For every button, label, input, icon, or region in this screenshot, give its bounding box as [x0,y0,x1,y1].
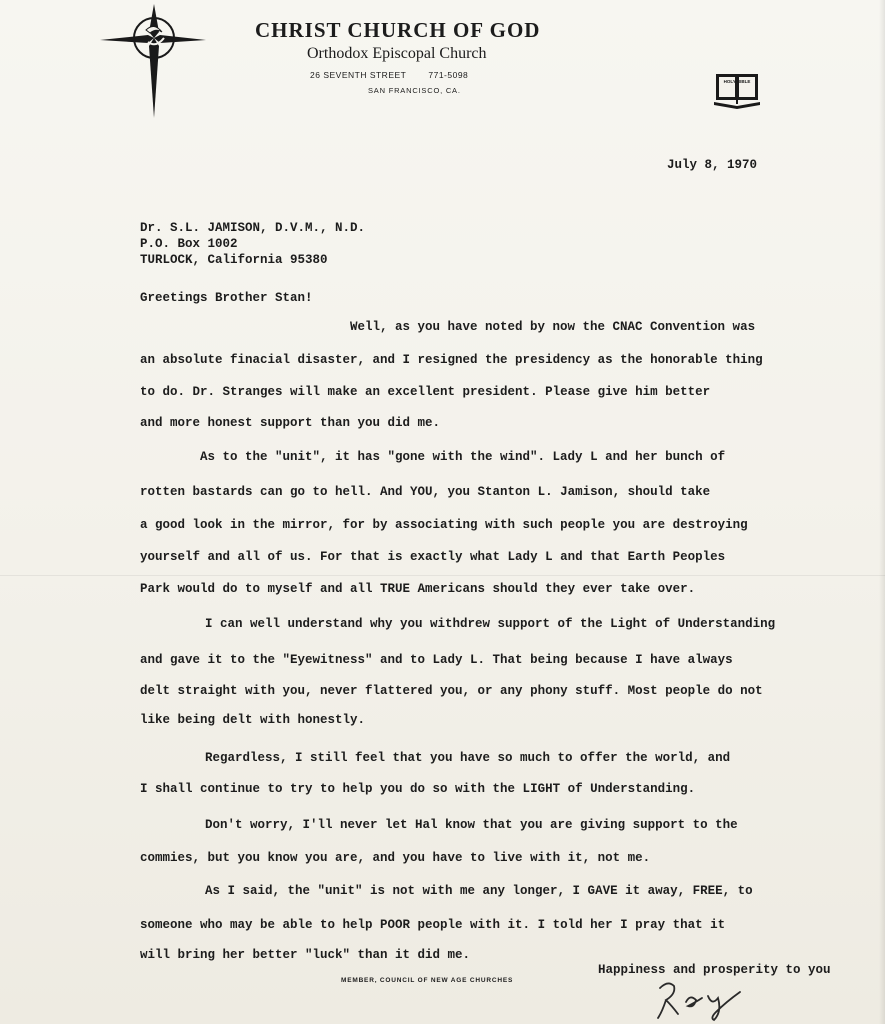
paper-fold [0,575,885,576]
recipient-city: TURLOCK, California 95380 [140,253,328,267]
church-city: SAN FRANCISCO, CA. [368,86,461,95]
body-line: rotten bastards can go to hell. And YOU, you Stanton L. Jamison, should take [140,485,711,499]
body-line: to do. Dr. Stranges will make an excellent president. Please give him better [140,385,711,399]
body-line: and more honest support than you did me. [140,416,441,430]
paper-edge [879,0,885,1024]
body-line: will bring her better "luck" than it did me. [140,948,471,962]
greeting: Greetings Brother Stan! [140,291,313,305]
body-line: Well, as you have noted by now the CNAC Convention was [350,320,756,334]
holy-bible-icon [712,70,762,110]
body-line: yourself and all of us. For that is exactly what Lady L and that Earth Peoples [140,550,726,564]
recipient-name: Dr. S.L. JAMISON, D.V.M., N.D. [140,221,366,235]
handwritten-signature [652,972,752,1022]
body-line: delt straight with you, never flattered you, or any phony stuff. Most people do not [140,684,763,698]
church-phone: 771-5098 [428,70,469,80]
body-line: Don't worry, I'll never let Hal know that you are giving support to the [205,818,738,832]
member-footer: MEMBER, COUNCIL OF NEW AGE CHURCHES [341,977,514,984]
recipient-pobox: P.O. Box 1002 [140,237,238,251]
body-line: someone who may be able to help POOR people with it. I told her I pray that it [140,918,726,932]
church-subtitle: Orthodox Episcopal Church [307,45,487,62]
body-line: a good look in the mirror, for by associating with such people you are destroying [140,518,748,532]
body-line: an absolute finacial disaster, and I resigned the presidency as the honorable thing [140,353,763,367]
body-line: Regardless, I still feel that you have so much to offer the world, and [205,751,731,765]
closing-line: Happiness and prosperity to you [598,963,831,977]
cross-emblem-icon [98,2,208,120]
church-street: 26 SEVENTH STREET [310,70,407,80]
body-line: and gave it to the "Eyewitness" and to Lady L. That being because I have always [140,653,733,667]
bible-label: HOLY BIBLE [723,79,751,84]
church-name: CHRIST CHURCH OF GOD [255,18,541,42]
body-line: I can well understand why you withdrew support of the Light of Understanding [205,617,776,631]
body-line: As to the "unit", it has "gone with the wind". Lady L and her bunch of [200,450,726,464]
body-line: I shall continue to try to help you do so with the LIGHT of Understanding. [140,782,696,796]
church-address [310,70,468,80]
body-line: As I said, the "unit" is not with me any longer, I GAVE it away, FREE, to [205,884,753,898]
letter-date: July 8, 1970 [667,158,758,172]
body-line: like being delt with honestly. [140,713,366,727]
body-line: commies, but you know you are, and you have to live with it, not me. [140,851,651,865]
body-line: Park would do to myself and all TRUE Americans should they ever take over. [140,582,696,596]
